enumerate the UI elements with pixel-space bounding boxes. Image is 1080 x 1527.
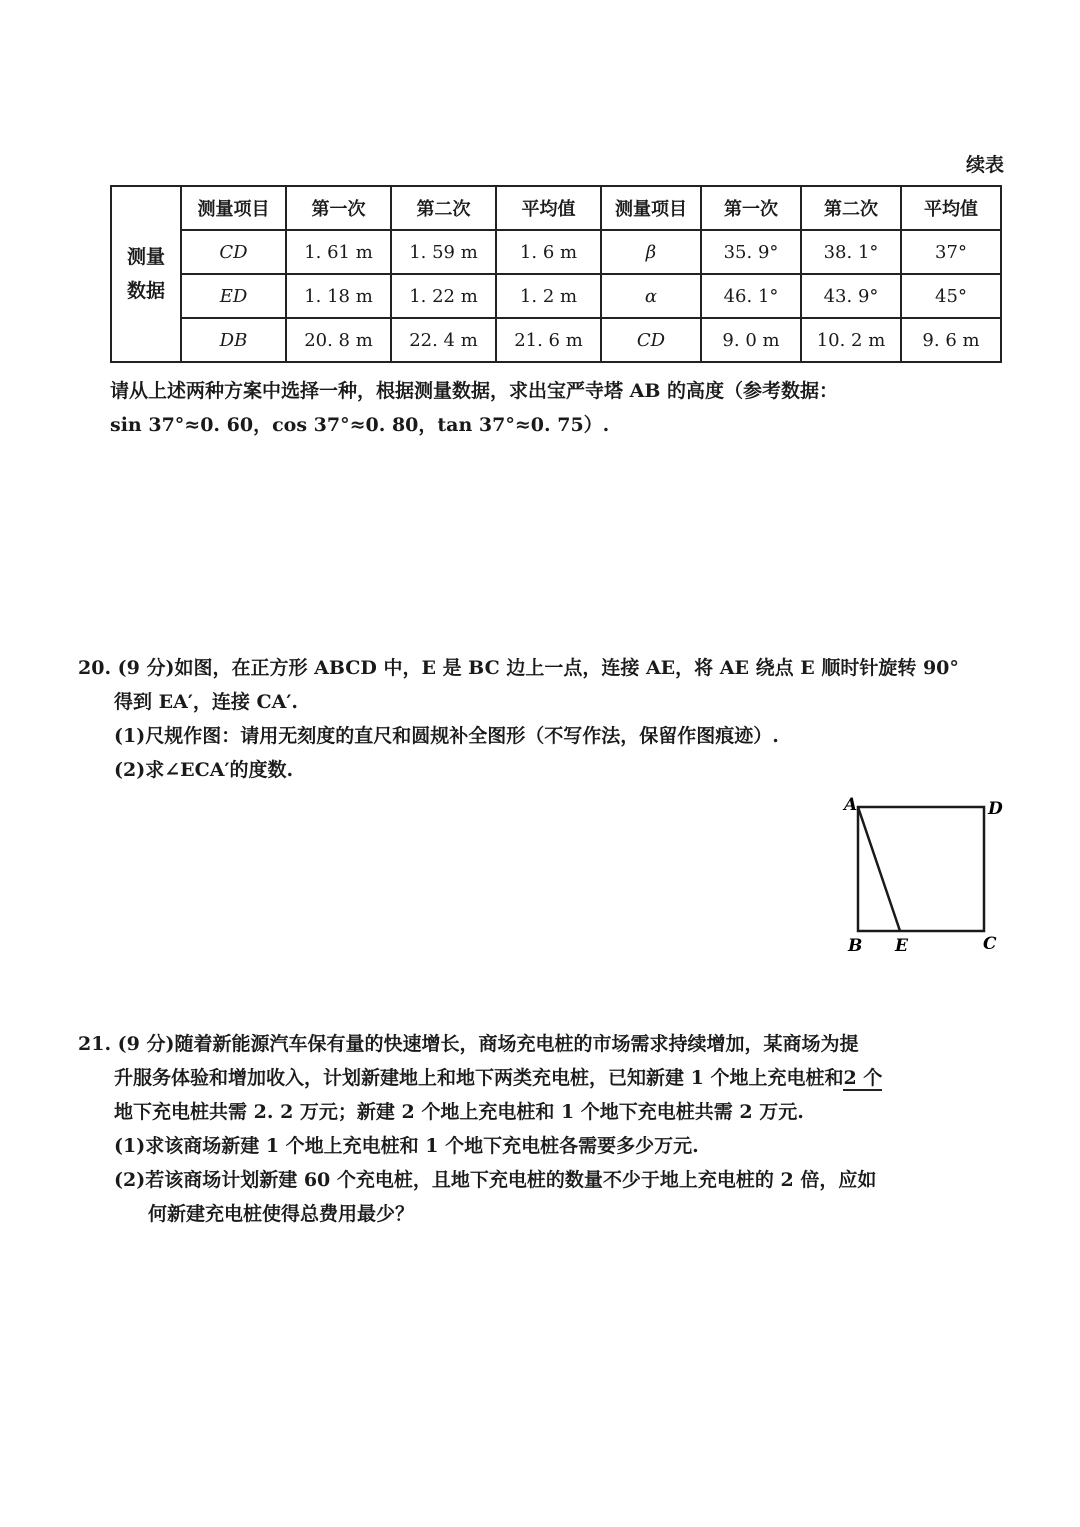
q20-part2: (2)求∠ECA′的度数. <box>114 759 294 781</box>
table-cell: 35. 9° <box>701 230 801 274</box>
q20-line1: 20. (9 分)如图，在正方形 ABCD 中，E 是 BC 边上一点，连接 AE，将 AE 绕点 E 顺时针旋转 90° <box>78 657 959 679</box>
table-cell: 20. 8 m <box>286 318 391 362</box>
question-19-instruction <box>110 374 1010 442</box>
side-label-line2: 数据 <box>126 280 165 302</box>
table-cell: 21. 6 m <box>496 318 601 362</box>
table-cell: 1. 22 m <box>391 274 496 318</box>
table-cell: α <box>601 274 701 318</box>
table-header-cell: 测量项目 <box>181 186 286 230</box>
label-a: A <box>844 795 858 815</box>
table-cell: 1. 18 m <box>286 274 391 318</box>
q21-part1: (1)求该商场新建 1 个地上充电桩和 1 个地下充电桩各需要多少万元. <box>114 1135 699 1157</box>
table-header-cell: 第一次 <box>286 186 391 230</box>
measurement-table <box>110 185 1002 363</box>
table-header-cell: 平均值 <box>901 186 1001 230</box>
label-e: E <box>895 936 908 956</box>
table-row <box>111 230 1001 274</box>
table-cell: 45° <box>901 274 1001 318</box>
table-header-cell: 平均值 <box>496 186 601 230</box>
table-cell: 9. 0 m <box>701 318 801 362</box>
segment-ae <box>858 807 900 931</box>
side-label-line1: 测量 <box>126 246 165 268</box>
label-b: B <box>848 936 863 956</box>
q21-line2-underlined: 2 个 <box>843 1067 883 1089</box>
q21-line2 <box>78 1061 1008 1095</box>
table-cell: 46. 1° <box>701 274 801 318</box>
table-header-cell: 第一次 <box>701 186 801 230</box>
label-c: C <box>983 934 997 954</box>
continued-label: 续表 <box>966 154 1005 176</box>
table-header-cell: 第二次 <box>801 186 901 230</box>
q20-line2: 得到 EA′，连接 CA′. <box>114 691 298 713</box>
table-cell: 1. 6 m <box>496 230 601 274</box>
label-d: D <box>988 799 1003 819</box>
table-row <box>111 318 1001 362</box>
table-cell: β <box>601 230 701 274</box>
q21-part2-line1: (2)若该商场计划新建 60 个充电桩，且地下充电桩的数量不少于地上充电桩的 2 倍，应如 <box>114 1169 877 1191</box>
table-header-cell: 测量项目 <box>601 186 701 230</box>
table-cell: 38. 1° <box>801 230 901 274</box>
q21-line3: 地下充电桩共需 2. 2 万元；新建 2 个地上充电桩和 1 个地下充电桩共需 2 万元. <box>114 1101 804 1123</box>
table-cell: 1. 59 m <box>391 230 496 274</box>
table-cell: 43. 9° <box>801 274 901 318</box>
table-cell: DB <box>181 318 286 362</box>
table-cell: CD <box>601 318 701 362</box>
q21-line2-text: 升服务体验和增加收入，计划新建地上和地下两类充电桩，已知新建 1 个地上充电桩和 <box>114 1067 844 1089</box>
q21-part2-line2: 何新建充电桩使得总费用最少？ <box>148 1203 415 1225</box>
square-figure <box>836 790 1016 965</box>
q20-part1: (1)尺规作图：请用无刻度的直尺和圆规补全图形（不写作法，保留作图痕迹）. <box>114 725 779 747</box>
table-header-cell: 第二次 <box>391 186 496 230</box>
table-cell: 22. 4 m <box>391 318 496 362</box>
question-21 <box>78 1027 1008 1231</box>
table-header-row <box>111 186 1001 230</box>
table-row <box>111 274 1001 318</box>
side-label-cell <box>111 186 181 362</box>
q21-line1: 21. (9 分)随着新能源汽车保有量的快速增长，商场充电桩的市场需求持续增加，某商场为提 <box>78 1033 859 1055</box>
q19-line2: sin 37°≈0. 60，cos 37°≈0. 80，tan 37°≈0. 75）. <box>110 414 610 436</box>
table-cell: CD <box>181 230 286 274</box>
question-20 <box>78 651 1008 787</box>
table-cell: 1. 2 m <box>496 274 601 318</box>
table-cell: 37° <box>901 230 1001 274</box>
table-cell: 10. 2 m <box>801 318 901 362</box>
table-cell: ED <box>181 274 286 318</box>
q19-line1: 请从上述两种方案中选择一种，根据测量数据，求出宝严寺塔 AB 的高度（参考数据： <box>110 380 839 402</box>
table-cell: 1. 61 m <box>286 230 391 274</box>
square-abcd <box>858 807 984 931</box>
table-cell: 9. 6 m <box>901 318 1001 362</box>
